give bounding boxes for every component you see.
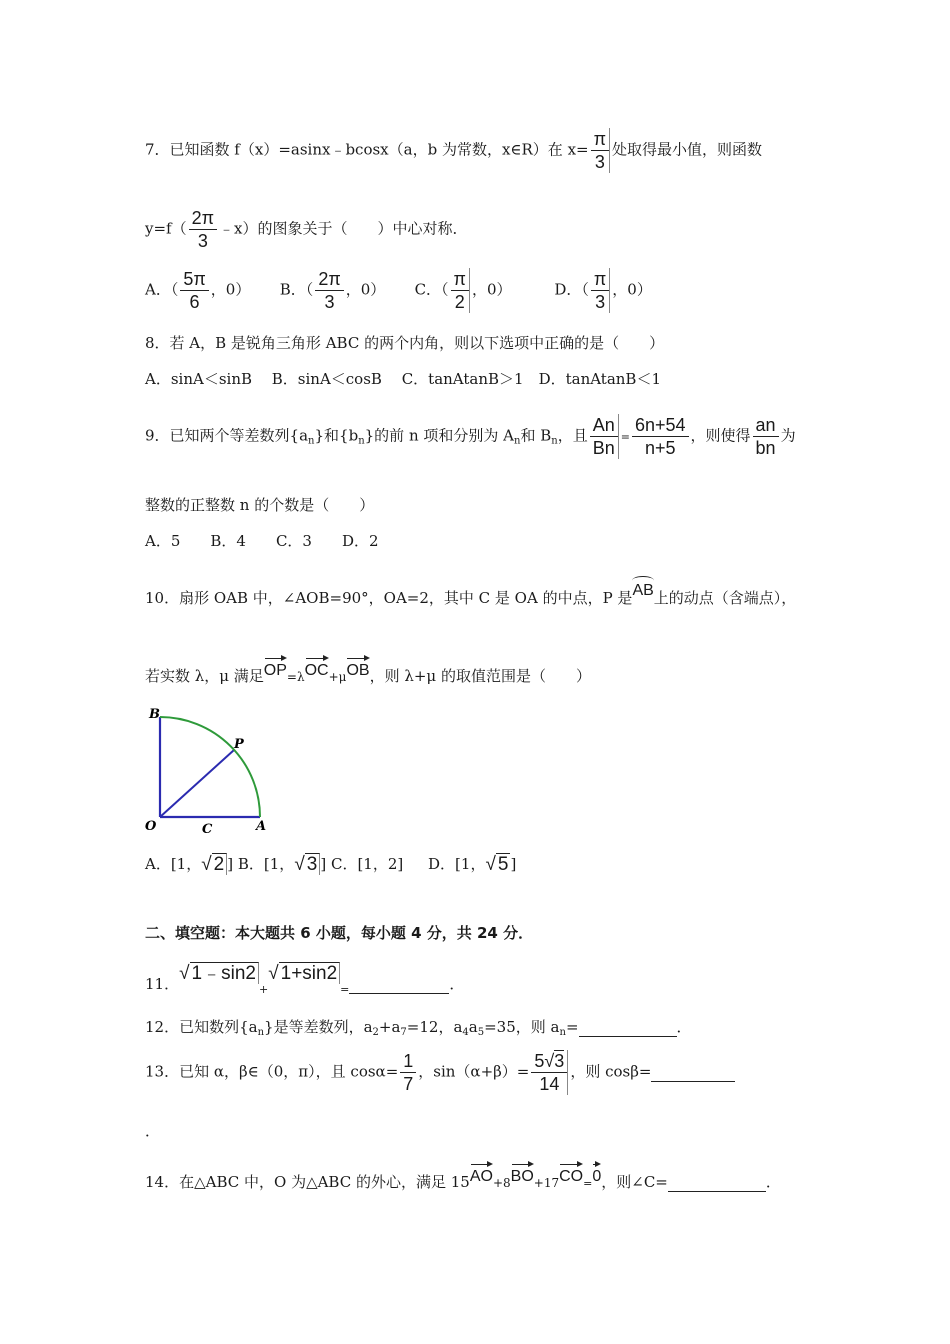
frac-denominator: Bn [590, 436, 618, 459]
option-tail: ] [227, 855, 234, 873]
q8-stem: 8．若 A，B 是锐角三角形 ABC 的两个内角，则以下选项中正确的是（ ） [145, 334, 665, 352]
section-2-title: 二、填空题：本大题共 6 小题，每小题 4 分，共 24 分． [145, 924, 534, 942]
q10-text: ，则 λ+μ 的取值范围是（ ） [369, 667, 591, 685]
subscript: 5 [477, 1027, 485, 1038]
radicand: 3 [305, 853, 321, 875]
frac-numerator: 2π [318, 269, 341, 289]
q9-fraction-An-Bn [590, 414, 619, 459]
q14-text: +8 [492, 1176, 511, 1190]
q12-line [145, 1016, 692, 1038]
period: ． [765, 1173, 781, 1191]
frac-numerator: 6n+54 [634, 415, 686, 435]
subscript: 2 [372, 1027, 379, 1038]
label-p: P [234, 737, 244, 752]
frac-denominator: 14 [531, 1072, 567, 1095]
label-b: B [149, 707, 160, 722]
arc-ab: AB [632, 576, 653, 600]
q11-line [145, 958, 464, 996]
q10-text: +μ [328, 670, 347, 684]
q10-line1 [145, 576, 796, 608]
option-label: B．（ [279, 280, 314, 299]
option-fraction [315, 268, 343, 313]
q14-text: +17 [533, 1176, 560, 1190]
option-fraction [451, 268, 470, 313]
coefficient: 5 [534, 1051, 545, 1071]
q9-fraction-an-bn [753, 414, 779, 459]
option-tail: ，0） [345, 280, 386, 299]
option-fraction [591, 268, 610, 313]
period: ． [676, 1018, 692, 1036]
q10-text: 10．扇形 OAB 中，∠AOB=90°，OA=2，其中 C 是 OA 的中点，P 是 [145, 589, 633, 607]
subscript: n [358, 435, 365, 447]
radicand: 3 [554, 1051, 565, 1071]
frac-denominator: bn [753, 436, 779, 459]
sqrt-3: √ 3 [294, 854, 320, 876]
subscript: n [308, 435, 315, 447]
q10-text: =λ [286, 670, 305, 684]
segment-op [160, 750, 234, 817]
label-a: A [256, 819, 267, 834]
subscript: 7 [400, 1027, 407, 1038]
q10-text: 上的动点（含端点）， [653, 589, 797, 607]
q10-option-c: C．[1，2] [330, 855, 404, 873]
q12-text: a [468, 1018, 478, 1036]
option-label: D．（ [554, 280, 589, 299]
q9-text: 为 [780, 426, 796, 445]
q9-text: 和 B [520, 426, 552, 445]
q13-period: ． [145, 1122, 161, 1140]
frac-numerator: π [593, 129, 607, 149]
q13-fraction-5sqrt3-14 [531, 1050, 568, 1095]
q13-line [145, 1050, 735, 1095]
vector-op: OP [264, 656, 287, 680]
equals-sign: = [620, 430, 630, 444]
q7-option-c [415, 268, 550, 313]
q7-option-b [280, 268, 410, 313]
q9-text: ，则使得 [690, 426, 751, 445]
sqrt-2: √ 2 [201, 854, 227, 876]
q9-line1 [145, 414, 796, 459]
q13-text: ，sin（α+β）= [418, 1062, 530, 1081]
q12-text: }是等差数列，a [264, 1018, 373, 1036]
frac-denominator: 2 [451, 290, 469, 313]
q8-options: A．sinA＜sinB B．sinA＜cosB C．tanAtanB＞1 D．tanAtanB＜1 [145, 370, 661, 388]
vector-ao: AO [470, 1162, 493, 1186]
vector-oc: OC [305, 656, 329, 680]
vector-ob: OB [346, 656, 369, 680]
q11-number: 11． [145, 975, 180, 993]
sqrt-1-plus-sin2: √ 1+sin2 [268, 963, 340, 985]
q7-option-d [554, 268, 652, 313]
option-tail: ，0） [471, 280, 512, 299]
q13-answer-blank[interactable] [651, 1063, 735, 1082]
label-o: O [145, 819, 157, 834]
vector-co: CO [559, 1162, 583, 1186]
option-fraction [180, 268, 208, 313]
q10-options [145, 853, 516, 876]
period: ． [449, 975, 465, 993]
q9-line2: 整数的正整数 n 的个数是（ ） [145, 496, 375, 514]
q12-text: =35，则 a [484, 1018, 560, 1036]
q14-text: ，则∠C= [601, 1173, 668, 1191]
q10-text: 若实数 λ，μ 满足 [145, 667, 264, 685]
q7-text-d: ﹣x）的图象关于（ ）中心对称． [219, 219, 468, 238]
frac-denominator: 3 [591, 290, 609, 313]
frac-numerator: 5π [183, 269, 206, 289]
q7-line1 [145, 128, 762, 173]
q7-text-a: 7．已知函数 f（x）=asinx﹣bcosx（a，b 为常数，x∈R）在 x= [145, 140, 589, 159]
q14-text: 14．在△ABC 中，O 为△ABC 的外心，满足 15 [145, 1173, 470, 1191]
q10-option-a: A．[1， [145, 855, 202, 873]
sector-figure [140, 700, 270, 840]
q7-fraction-2pi-3 [189, 207, 217, 252]
radicand: 1+sin2 [279, 962, 341, 984]
q9-text: }的前 n 项和分别为 A [364, 426, 514, 445]
frac-numerator: an [755, 415, 776, 435]
equals-sign: = [340, 983, 350, 996]
q7-options [145, 268, 652, 313]
option-tail: ，0） [210, 280, 251, 299]
sqrt-5: √ 5 [485, 854, 509, 875]
subscript: n [257, 1027, 265, 1038]
subscript: n [559, 1027, 566, 1038]
q10-option-d: D．[1， [428, 855, 486, 873]
sqrt-1-minus-sin2: √ 1﹣sin2 [179, 958, 259, 985]
q11-answer-blank[interactable] [349, 975, 449, 994]
frac-denominator: 3 [591, 150, 609, 173]
option-label: A．（ [145, 280, 179, 299]
q12-text: = [565, 1018, 579, 1036]
option-tail: ] [320, 855, 327, 873]
frac-numerator: 1 [403, 1051, 414, 1071]
q9-fraction-ratio [632, 414, 689, 459]
q12-text: 12．已知数列{a [145, 1018, 258, 1036]
q13-text: 13．已知 α，β∈（0，π），且 cosα= [145, 1062, 399, 1081]
radicand: 2 [212, 853, 228, 875]
zero-vector: 0 [592, 1162, 601, 1186]
q7-line2 [145, 207, 468, 252]
vector-bo: BO [511, 1162, 534, 1186]
q13-fraction-1-7 [400, 1050, 416, 1095]
frac-numerator: An [592, 415, 615, 435]
frac-denominator: 7 [400, 1072, 416, 1095]
subscript: 4 [462, 1027, 469, 1038]
q9-text: ，且 [557, 426, 588, 445]
equals-sign: = [583, 1177, 593, 1190]
subscript: n [513, 435, 521, 447]
q12-text: =12，a [406, 1018, 463, 1036]
frac-numerator: 5√3 [534, 1051, 565, 1071]
arc-ab-curve [160, 717, 260, 817]
q9-text: }和{b [314, 426, 359, 445]
radicand: 1﹣sin2 [190, 962, 259, 984]
subscript: n [551, 435, 558, 447]
option-tail: ，0） [612, 280, 652, 299]
q10-option-b: B．[1， [237, 855, 295, 873]
frac-numerator: π [593, 269, 607, 289]
frac-numerator: π [453, 269, 466, 289]
option-tail: ] [510, 855, 517, 873]
q14-line [145, 1162, 781, 1192]
q13-text: ，则 cosβ= [570, 1062, 652, 1081]
radicand: 5 [497, 854, 509, 875]
q10-line2 [145, 656, 591, 686]
plus-sign: + [258, 983, 269, 996]
frac-numerator: 2π [191, 208, 215, 228]
q9-options: A．5 B．4 C．3 D．2 [145, 532, 379, 550]
frac-denominator: n+5 [632, 436, 689, 459]
q12-text: +a [378, 1018, 401, 1036]
label-c: C [202, 822, 213, 837]
frac-denominator: 3 [189, 229, 217, 252]
q12-answer-blank[interactable] [579, 1018, 677, 1037]
frac-denominator: 3 [315, 290, 343, 313]
q7-fraction-pi-3 [591, 128, 610, 173]
q14-answer-blank[interactable] [668, 1173, 766, 1192]
q7-option-a [145, 268, 275, 313]
q9-text: 9．已知两个等差数列{a [145, 426, 309, 445]
option-label: C．（ [414, 280, 449, 299]
q7-text-b: 处取得最小值，则函数 [612, 140, 763, 159]
q7-text-c: y=f（ [145, 219, 187, 238]
frac-denominator: 6 [180, 290, 208, 313]
